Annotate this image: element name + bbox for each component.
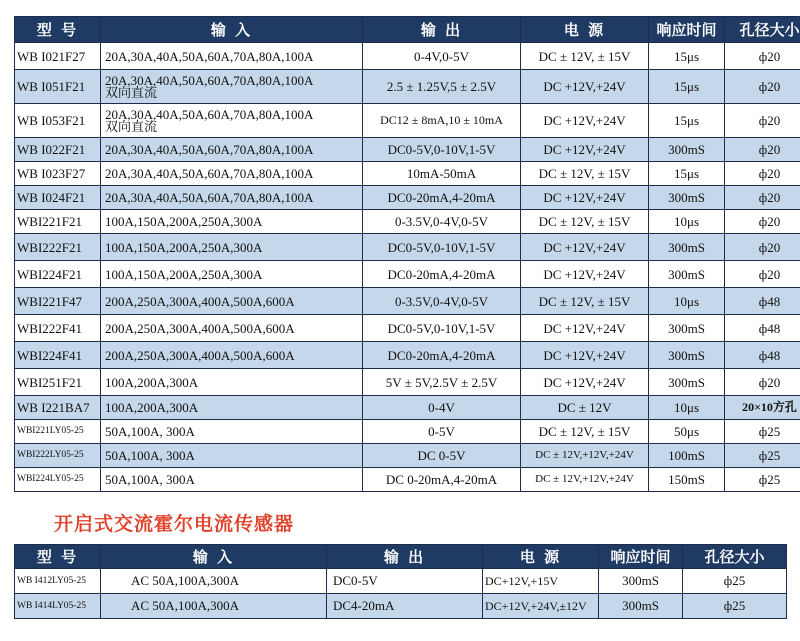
input-cell: 100A,150A,200A,250A,300A [101, 210, 363, 234]
output-cell: DC0-20mA,4-20mA [363, 342, 521, 369]
input-cell: AC 50A,100A,300A [101, 569, 327, 594]
output-cell: DC0-5V,0-10V,1-5V [363, 138, 521, 162]
response-cell: 300mS [649, 342, 725, 369]
table-row [15, 234, 800, 261]
input-cell [101, 70, 363, 104]
model-cell: WBI222F21 [15, 234, 101, 261]
table-header-row [15, 545, 787, 569]
table-row [15, 162, 800, 186]
model-cell: WBI221LY05-25 [15, 420, 101, 444]
power-cell: DC+12V,+24V,±12V [483, 594, 599, 619]
model-cell: WBI224F41 [15, 342, 101, 369]
response-cell: 300mS [649, 234, 725, 261]
input-cell: 200A,250A,300A,400A,500A,600A [101, 315, 363, 342]
input-cell: AC 50A,100A,300A [101, 594, 327, 619]
power-cell: DC +12V,+24V [521, 261, 649, 288]
aperture-cell: ф20 [725, 186, 800, 210]
input-cell: 100A,150A,200A,250A,300A [101, 261, 363, 288]
input-cell: 50A,100A, 300A [101, 420, 363, 444]
header-output: 输 出 [363, 17, 521, 43]
aperture-cell: ф48 [725, 315, 800, 342]
header-power: 电 源 [483, 545, 599, 569]
table-row [15, 261, 800, 288]
aperture-cell: 20×10方孔 [725, 396, 800, 420]
output-cell: 0-4V,0-5V [363, 43, 521, 70]
power-cell: DC ± 12V [521, 396, 649, 420]
input-cell: 100A,200A,300A [101, 396, 363, 420]
header-aperture: 孔径大小 [683, 545, 787, 569]
response-cell: 150mS [649, 468, 725, 492]
power-cell: DC +12V,+24V [521, 186, 649, 210]
header-power: 电 源 [521, 17, 649, 43]
input-cell: 50A,100A, 300A [101, 444, 363, 468]
aperture-cell: ф20 [725, 43, 800, 70]
model-cell: WBI221F21 [15, 210, 101, 234]
output-cell: 0-4V [363, 396, 521, 420]
model-cell: WB I051F21 [15, 70, 101, 104]
response-cell: 10μs [649, 396, 725, 420]
aperture-cell: ф25 [725, 468, 800, 492]
table-row [15, 444, 800, 468]
input-ranges: 20A,30A,40A,50A,60A,70A,80A,100A [105, 106, 314, 122]
model-cell: WB I221BA7 [15, 396, 101, 420]
response-cell: 300mS [599, 569, 683, 594]
header-aperture: 孔径大小 [725, 17, 800, 43]
output-cell: 0-3.5V,0-4V,0-5V [363, 288, 521, 315]
model-cell: WBI221F47 [15, 288, 101, 315]
aperture-cell: ф20 [725, 369, 800, 396]
response-cell: 50μs [649, 420, 725, 444]
header-response-time: 响应时间 [649, 17, 725, 43]
input-note: 双向直流 [105, 118, 158, 134]
aperture-cell: ф20 [725, 104, 800, 138]
output-cell: DC12 ± 8mA,10 ± 10mA [363, 104, 521, 138]
power-cell: DC ± 12V, ± 15V [521, 288, 649, 315]
response-cell: 300mS [649, 138, 725, 162]
table-row [15, 210, 800, 234]
output-cell: DC0-20mA,4-20mA [363, 261, 521, 288]
ac-sensor-spec-table [14, 544, 787, 619]
input-cell: 20A,30A,40A,50A,60A,70A,80A,100A [101, 43, 363, 70]
model-cell: WB I412LY05-25 [15, 569, 101, 594]
header-model: 型 号 [15, 17, 101, 43]
power-cell: DC +12V,+24V [521, 70, 649, 104]
output-cell: DC0-5V,0-10V,1-5V [363, 315, 521, 342]
section-title-ac-sensors: 开启式交流霍尔电流传感器 [54, 513, 295, 535]
power-cell: DC +12V,+24V [521, 369, 649, 396]
output-cell: DC0-5V [327, 569, 483, 594]
input-note: 双向直流 [105, 84, 158, 100]
output-cell: DC0-5V,0-10V,1-5V [363, 234, 521, 261]
power-cell: DC +12V,+24V [521, 234, 649, 261]
aperture-cell: ф20 [725, 261, 800, 288]
input-ranges: 20A,30A,40A,50A,60A,70A,80A,100A [105, 72, 314, 88]
table-header-row [15, 17, 800, 43]
response-cell: 15μs [649, 43, 725, 70]
input-cell: 20A,30A,40A,50A,60A,70A,80A,100A [101, 186, 363, 210]
response-cell: 15μs [649, 104, 725, 138]
table-row [15, 420, 800, 444]
table-row [15, 138, 800, 162]
model-cell: WB I024F21 [15, 186, 101, 210]
output-cell: DC0-20mA,4-20mA [363, 186, 521, 210]
output-cell: 0-5V [363, 420, 521, 444]
header-model: 型 号 [15, 545, 101, 569]
response-cell: 300mS [599, 594, 683, 619]
model-cell: WBI224F21 [15, 261, 101, 288]
output-cell: 10mA-50mA [363, 162, 521, 186]
header-input: 输 入 [101, 17, 363, 43]
response-cell: 15μs [649, 70, 725, 104]
power-cell: DC +12V,+24V [521, 342, 649, 369]
output-cell: 0-3.5V,0-4V,0-5V [363, 210, 521, 234]
response-cell: 10μs [649, 210, 725, 234]
input-cell [101, 104, 363, 138]
aperture-cell: ф25 [683, 594, 787, 619]
table-row [15, 186, 800, 210]
model-cell: WBI251F21 [15, 369, 101, 396]
model-cell: WB I053F21 [15, 104, 101, 138]
response-cell: 100mS [649, 444, 725, 468]
input-cell: 20A,30A,40A,50A,60A,70A,80A,100A [101, 162, 363, 186]
input-cell: 200A,250A,300A,400A,500A,600A [101, 342, 363, 369]
model-cell: WBI222LY05-25 [15, 444, 101, 468]
input-cell: 50A,100A, 300A [101, 468, 363, 492]
table-row [15, 70, 800, 104]
model-cell: WBI224LY05-25 [15, 468, 101, 492]
aperture-cell: ф20 [725, 138, 800, 162]
header-input: 输 入 [101, 545, 327, 569]
power-cell: DC ± 12V, ± 15V [521, 162, 649, 186]
power-cell: DC +12V,+24V [521, 138, 649, 162]
table-row [15, 396, 800, 420]
model-cell: WB I021F27 [15, 43, 101, 70]
table-row [15, 468, 800, 492]
output-cell: DC4-20mA [327, 594, 483, 619]
power-cell: DC +12V,+24V [521, 315, 649, 342]
table-row [15, 369, 800, 396]
table-row [15, 342, 800, 369]
input-cell: 100A,150A,200A,250A,300A [101, 234, 363, 261]
header-output: 输 出 [327, 545, 483, 569]
response-cell: 300mS [649, 186, 725, 210]
output-cell: 2.5 ± 1.25V,5 ± 2.5V [363, 70, 521, 104]
power-cell: DC ± 12V,+12V,+24V [521, 468, 649, 492]
table-row [15, 43, 800, 70]
response-cell: 300mS [649, 315, 725, 342]
output-cell: DC 0-5V [363, 444, 521, 468]
model-cell: WB I414LY05-25 [15, 594, 101, 619]
table-row [15, 288, 800, 315]
table-row [15, 569, 787, 594]
table-row [15, 594, 787, 619]
output-cell: DC 0-20mA,4-20mA [363, 468, 521, 492]
table-row [15, 315, 800, 342]
table-row [15, 104, 800, 138]
response-cell: 300mS [649, 369, 725, 396]
power-cell: DC ± 12V, ± 15V [521, 43, 649, 70]
header-response-time: 响应时间 [599, 545, 683, 569]
input-cell: 200A,250A,300A,400A,500A,600A [101, 288, 363, 315]
aperture-cell: ф25 [725, 444, 800, 468]
aperture-cell: ф25 [725, 420, 800, 444]
response-cell: 300mS [649, 261, 725, 288]
response-cell: 15μs [649, 162, 725, 186]
response-cell: 10μs [649, 288, 725, 315]
power-cell: DC ± 12V, ± 15V [521, 210, 649, 234]
input-cell: 20A,30A,40A,50A,60A,70A,80A,100A [101, 138, 363, 162]
power-cell: DC ± 12V, ± 15V [521, 420, 649, 444]
power-cell: DC ± 12V,+12V,+24V [521, 444, 649, 468]
aperture-cell: ф48 [725, 288, 800, 315]
dc-sensor-spec-table [14, 16, 800, 492]
model-cell: WB I023F27 [15, 162, 101, 186]
aperture-cell: ф20 [725, 70, 800, 104]
power-cell: DC +12V,+24V [521, 104, 649, 138]
model-cell: WBI222F41 [15, 315, 101, 342]
aperture-cell: ф48 [725, 342, 800, 369]
aperture-cell: ф25 [683, 569, 787, 594]
aperture-cell: ф20 [725, 162, 800, 186]
aperture-cell: ф20 [725, 234, 800, 261]
aperture-cell: ф20 [725, 210, 800, 234]
power-cell: DC+12V,+15V [483, 569, 599, 594]
output-cell: 5V ± 5V,2.5V ± 2.5V [363, 369, 521, 396]
model-cell: WB I022F21 [15, 138, 101, 162]
input-cell: 100A,200A,300A [101, 369, 363, 396]
